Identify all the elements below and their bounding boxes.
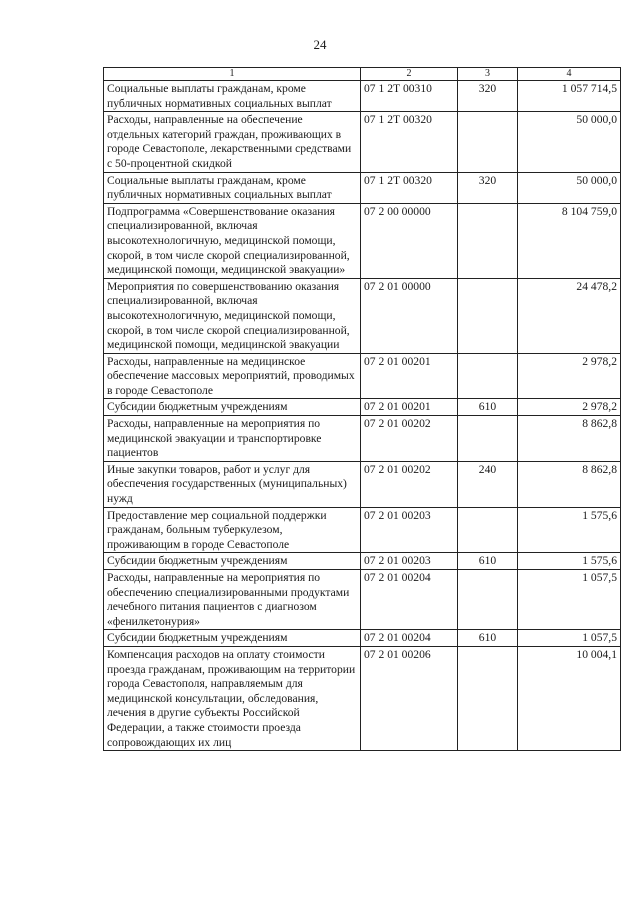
row-name: Субсидии бюджетным учреждениям xyxy=(104,399,361,416)
row-code: 07 1 2Т 00320 xyxy=(361,172,458,203)
row-amount: 2 978,2 xyxy=(518,353,621,399)
row-name: Подпрограмма «Совершенствование оказания специализированной, включая высокотехнологичную, медицинской помощи, скорой, в том числе скорой специализированной, медицинской помощи, медицинской эвакуации» xyxy=(104,203,361,278)
column-number-row xyxy=(104,68,621,81)
table-row xyxy=(104,416,621,462)
row-type xyxy=(458,570,518,630)
row-name: Социальные выплаты гражданам, кроме публичных нормативных социальных выплат xyxy=(104,81,361,112)
row-type xyxy=(458,353,518,399)
row-type: 610 xyxy=(458,553,518,570)
row-type xyxy=(458,646,518,750)
table-row xyxy=(104,553,621,570)
row-name: Расходы, направленные на мероприятия по обеспечению специализированными продуктами лечебного питания пациентов с диагнозом «фенилкетонурия» xyxy=(104,570,361,630)
table-row xyxy=(104,203,621,278)
column-header-2: 2 xyxy=(361,68,458,81)
row-type: 240 xyxy=(458,461,518,507)
column-header-4: 4 xyxy=(518,68,621,81)
row-name: Расходы, направленные на медицинское обеспечение массовых мероприятий, проводимых в городе Севастополе xyxy=(104,353,361,399)
row-amount: 24 478,2 xyxy=(518,278,621,353)
row-type xyxy=(458,203,518,278)
row-code: 07 2 01 00203 xyxy=(361,553,458,570)
row-name: Мероприятия по совершенствованию оказания специализированной, включая высокотехнологичную, медицинской помощи, скорой, в том числе скорой специализированной, медицинской помощи, медицинской эвакуации xyxy=(104,278,361,353)
table-row xyxy=(104,112,621,172)
row-code: 07 2 01 00204 xyxy=(361,570,458,630)
row-name: Предоставление мер социальной поддержки гражданам, больным туберкулезом, проживающим в городе Севастополе xyxy=(104,507,361,553)
row-type xyxy=(458,416,518,462)
row-code: 07 2 01 00202 xyxy=(361,416,458,462)
row-name: Расходы, направленные на обеспечение отдельных категорий граждан, проживающих в городе Севастополе, лекарственными средствами с 50-процентной скидкой xyxy=(104,112,361,172)
row-code: 07 2 01 00204 xyxy=(361,630,458,647)
table-row xyxy=(104,570,621,630)
table-row xyxy=(104,461,621,507)
row-name: Субсидии бюджетным учреждениям xyxy=(104,630,361,647)
row-name: Расходы, направленные на мероприятия по медицинской эвакуации и транспортировке пациентов xyxy=(104,416,361,462)
row-type xyxy=(458,507,518,553)
row-type: 610 xyxy=(458,630,518,647)
row-name: Социальные выплаты гражданам, кроме публичных нормативных социальных выплат xyxy=(104,172,361,203)
row-amount: 10 004,1 xyxy=(518,646,621,750)
row-code: 07 2 01 00203 xyxy=(361,507,458,553)
row-code: 07 2 01 00201 xyxy=(361,353,458,399)
row-amount: 1 575,6 xyxy=(518,553,621,570)
row-type: 320 xyxy=(458,81,518,112)
row-amount: 2 978,2 xyxy=(518,399,621,416)
budget-table xyxy=(103,67,621,751)
table-row xyxy=(104,81,621,112)
row-code: 07 2 01 00202 xyxy=(361,461,458,507)
row-code: 07 2 01 00206 xyxy=(361,646,458,750)
row-amount: 1 057 714,5 xyxy=(518,81,621,112)
table-row xyxy=(104,353,621,399)
row-code: 07 2 01 00000 xyxy=(361,278,458,353)
row-name: Компенсация расходов на оплату стоимости проезда гражданам, проживающим на территории города Севастополя, направляемым для медицинской консультации, обследования, лечения в другие субъекты Российской Федерации, а также стоимости проезда сопровождающих их лиц xyxy=(104,646,361,750)
table-row xyxy=(104,507,621,553)
row-name: Субсидии бюджетным учреждениям xyxy=(104,553,361,570)
row-amount: 1 057,5 xyxy=(518,630,621,647)
table-row xyxy=(104,630,621,647)
row-code: 07 2 00 00000 xyxy=(361,203,458,278)
page-number: 24 xyxy=(313,37,327,52)
table-row xyxy=(104,646,621,750)
row-code: 07 1 2Т 00320 xyxy=(361,112,458,172)
row-amount: 8 104 759,0 xyxy=(518,203,621,278)
row-amount: 8 862,8 xyxy=(518,416,621,462)
row-type xyxy=(458,278,518,353)
table-row xyxy=(104,278,621,353)
row-type: 610 xyxy=(458,399,518,416)
row-code: 07 2 01 00201 xyxy=(361,399,458,416)
row-amount: 1 057,5 xyxy=(518,570,621,630)
row-name: Иные закупки товаров, работ и услуг для обеспечения государственных (муниципальных) нужд xyxy=(104,461,361,507)
table-row xyxy=(104,172,621,203)
row-type: 320 xyxy=(458,172,518,203)
row-amount: 8 862,8 xyxy=(518,461,621,507)
row-amount: 50 000,0 xyxy=(518,172,621,203)
row-amount: 50 000,0 xyxy=(518,112,621,172)
row-type xyxy=(458,112,518,172)
row-amount: 1 575,6 xyxy=(518,507,621,553)
row-code: 07 1 2Т 00310 xyxy=(361,81,458,112)
column-header-1: 1 xyxy=(104,68,361,81)
column-header-3: 3 xyxy=(458,68,518,81)
table-row xyxy=(104,399,621,416)
